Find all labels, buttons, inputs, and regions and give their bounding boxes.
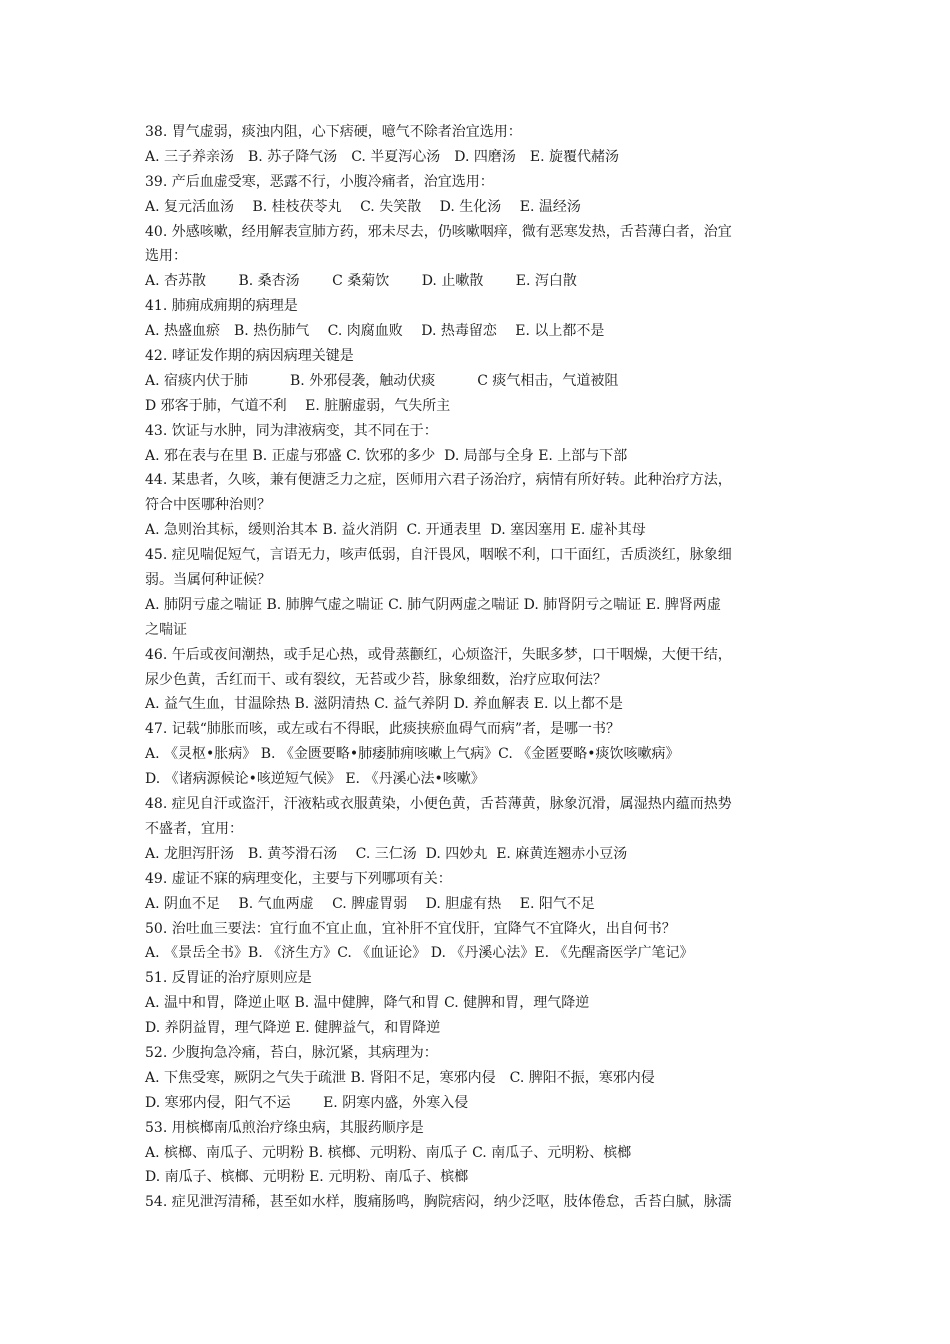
- question-46-options: A. 益气生血，甘温除热 B. 滋阴清热 C. 益气养阴 D. 养血解表 E. 以上都不是: [145, 696, 623, 713]
- question-48-stem-cont: 不盛者，宜用：: [145, 820, 243, 837]
- question-40-stem-cont: 选用：: [145, 248, 187, 265]
- question-52-stem: 52. 少腹拘急冷痛，苔白，脉沉紧，其病理为：: [145, 1044, 438, 1061]
- question-text-block: [145, 120, 815, 1215]
- question-47-stem: 47. 记载“肺胀而咳，或左或右不得眠，此痰挟瘀血碍气而病”者，是哪一书？: [145, 721, 621, 738]
- question-44-options: A. 急则治其标，缓则治其本 B. 益火消阴 C. 开通表里 D. 塞因塞用 E. 虚补其母: [145, 522, 646, 539]
- question-45-stem-cont: 弱。当属何种证候？: [145, 572, 271, 589]
- question-38-stem: 38. 胃气虚弱，痰浊内阻，心下痞硬，噫气不除者治宜选用：: [145, 124, 522, 140]
- question-49-stem: 49. 虚证不寐的病理变化，主要与下列哪项有关：: [145, 870, 452, 887]
- question-42-options: A. 宿痰内伏于肺 B. 外邪侵袭，触动伏痰 C 痰气相击，气道被阻: [145, 372, 619, 389]
- question-51-options-cont: D. 养阴益胃，理气降逆 E. 健脾益气，和胃降逆: [145, 1020, 441, 1037]
- question-53-options-cont: D. 南瓜子、槟榔、元明粉 E. 元明粉、南瓜子、槟榔: [145, 1169, 469, 1186]
- question-39-options: A. 复元活血汤 B. 桂枝茯苓丸 C. 失笑散 D. 生化汤 E. 温经汤: [145, 198, 581, 215]
- question-39-stem: 39. 产后血虚受寒，恶露不行，小腹冷痛者，治宜选用：: [145, 173, 494, 190]
- question-40-stem: 40. 外感咳嗽，经用解表宣肺方药，邪未尽去，仍咳嗽咽痒，微有恶寒发热，舌苔薄白者，治宜: [145, 223, 732, 240]
- question-45-stem: 45. 症见喘促短气，言语无力，咳声低弱，自汗畏风，咽喉不利，口干面红，舌质淡红，脉象细: [145, 547, 732, 564]
- question-51-stem: 51. 反胃证的治疗原则应是: [145, 970, 312, 987]
- question-40-options: A. 杏苏散 B. 桑杏汤 C 桑菊饮 D. 止嗽散 E. 泻白散: [145, 273, 577, 290]
- question-47-options: A. 《灵枢•胀病》 B. 《金匮要略•肺痿肺痈咳嗽上气病》C. 《金匿要略•痰饮咳嗽病》: [145, 746, 680, 763]
- question-46-stem-cont: 尿少色黄，舌红而干、或有裂纹，无苔或少苔，脉象细数，治疗应取何法？: [145, 671, 607, 688]
- question-46-stem: 46. 午后或夜间潮热，或手足心热，或骨蒸颧红，心烦盗汗，失眠多梦，口干咽燥，大便干结，: [145, 646, 732, 663]
- question-51-options: A. 温中和胃，降逆止呕 B. 温中健脾，降气和胃 C. 健脾和胃，理气降逆: [145, 995, 590, 1012]
- question-38-options: A. 三子养亲汤 B. 苏子降气汤 C. 半夏泻心汤 D. 四磨汤 E. 旋覆代赭汤: [145, 148, 620, 165]
- question-43-stem: 43. 饮证与水肿，同为津液病变，其不同在于：: [145, 422, 438, 439]
- question-50-options: A. 《景岳全书》B. 《济生方》C. 《血证论》 D. 《丹溪心法》E. 《先醒斋医学广笔记》: [145, 945, 694, 962]
- question-54-stem: 54. 症见泄泻清稀，甚至如水样，腹痛肠鸣，胸院痞闷，纳少泛呕，肢体倦怠，舌苔白腻，脉濡: [145, 1194, 732, 1211]
- question-43-options: A. 邪在表与在里 B. 正虚与邪盛 C. 饮邪的多少 D. 局部与全身 E. 上部与下部: [145, 447, 628, 464]
- question-52-options-cont: D. 寒邪内侵，阳气不运 E. 阴寒内盛，外寒入侵: [145, 1094, 469, 1111]
- question-41-options: A. 热盛血瘀 B. 热伤肺气 C. 肉腐血败 D. 热毒留恋 E. 以上都不是: [145, 323, 605, 340]
- question-53-options: A. 槟榔、南瓜子、元明粉 B. 槟榔、元明粉、南瓜子 C. 南瓜子、元明粉、槟榔: [145, 1144, 632, 1161]
- question-48-options: A. 龙胆泻肝汤 B. 黄芩滑石汤 C. 三仁汤 D. 四妙丸 E. 麻黄连翘赤小豆汤: [145, 845, 628, 862]
- question-53-stem: 53. 用槟榔南瓜煎治疗绦虫病，其服药顺序是: [145, 1119, 424, 1136]
- question-44-stem-cont: 符合中医哪种治则？: [145, 497, 271, 514]
- question-42-stem: 42. 哮证发作期的病因病理关键是: [145, 348, 354, 365]
- question-49-options: A. 阴血不足 B. 气血两虚 C. 脾虚胃弱 D. 胆虚有热 E. 阳气不足: [145, 895, 595, 912]
- question-44-stem: 44. 某患者，久咳，兼有便溏乏力之症，医师用六君子汤治疗，病情有所好转。此种治疗方法，: [145, 472, 732, 489]
- question-47-options-cont: D. 《诸病源候论•咳逆短气候》 E. 《丹溪心法•咳嗽》: [145, 771, 485, 788]
- question-41-stem: 41. 肺痈成痈期的病理是: [145, 298, 298, 315]
- question-45-options-cont: 之喘证: [145, 621, 187, 638]
- question-50-stem: 50. 治吐血三要法：宜行血不宜止血，宜补肝不宜伐肝，宜降气不宜降火，出自何书？: [145, 920, 676, 937]
- question-52-options: A. 下焦受寒，厥阴之气失于疏泄 B. 肾阳不足，寒邪内侵 C. 脾阳不振，寒邪内侵: [145, 1069, 655, 1086]
- question-42-options-cont: D 邪客于肺，气道不利 E. 脏腑虚弱，气失所主: [145, 397, 451, 414]
- question-48-stem: 48. 症见自汗或盗汗，汗液粘或衣服黄染，小便色黄，舌苔薄黄，脉象沉滑，属湿热内蕴而热势: [145, 796, 732, 813]
- question-45-options: A. 肺阴亏虚之喘证 B. 肺脾气虚之喘证 C. 肺气阴两虚之喘证 D. 肺肾阴亏之喘证 E. 脾肾两虚: [145, 596, 721, 613]
